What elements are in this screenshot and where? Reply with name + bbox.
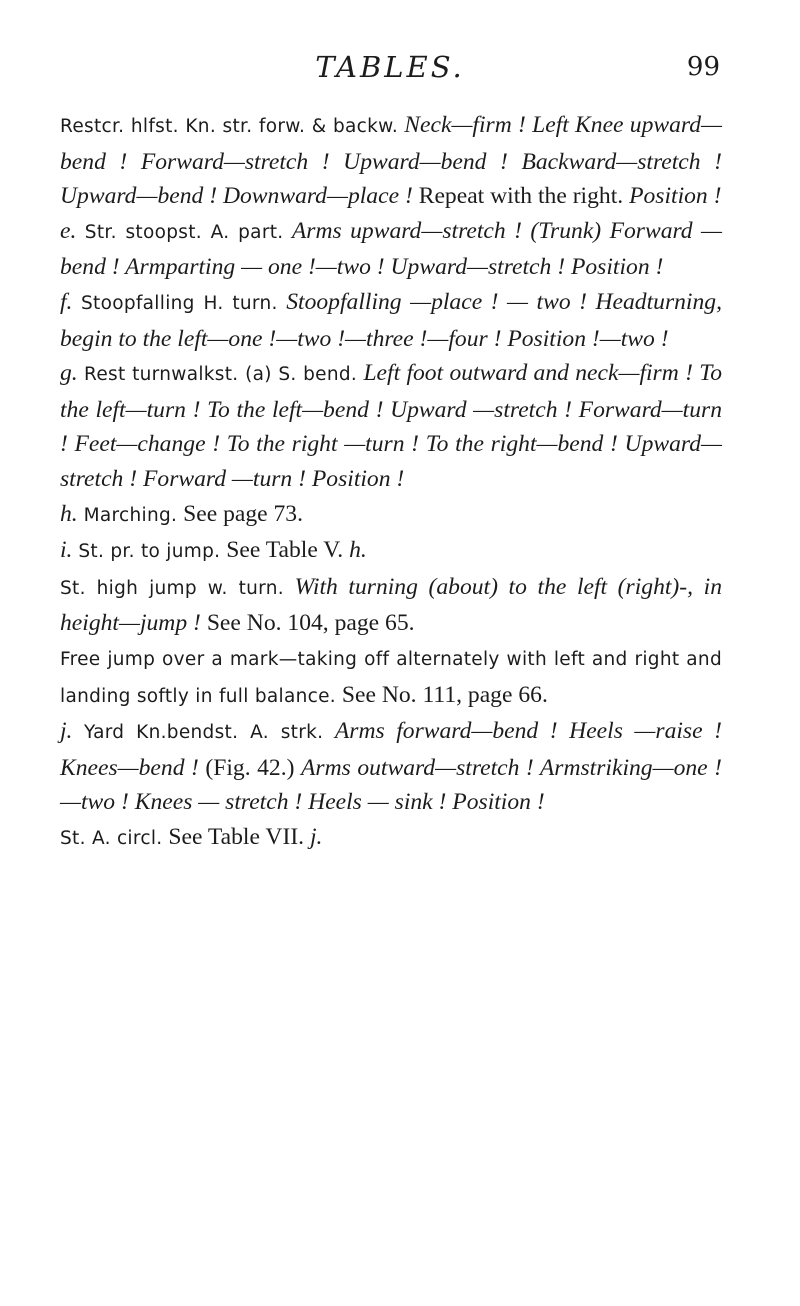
page-title: TABLES. xyxy=(315,50,465,84)
plain-text: See Table V. xyxy=(226,537,344,564)
paragraph-arm-circling xyxy=(60,820,722,857)
exercise-label: Rest turnwalkst. (a) S. bend. xyxy=(84,364,358,386)
command-text: Arms upward—stretch ! (Trunk) Forward — bend ! Armparting — one !—two ! Upward—stretch ! Position ! xyxy=(60,217,722,281)
exercise-label: Restcr. hlfst. Kn. str. forw. & backw. xyxy=(60,116,399,137)
exercise-label: St. pr. to jump. xyxy=(78,541,221,563)
page-body xyxy=(60,108,722,856)
figure-reference: (Fig. 42.) xyxy=(205,754,295,781)
command-text: Arms outward—stretch ! Armstriking—one !—two ! Knees — stretch ! Heels — sink ! Position ! xyxy=(60,754,722,816)
plain-text: See No. 111, page 66. xyxy=(341,681,548,708)
command-text: Stoopfalling —place ! — two ! Headturning, begin to the left—one !—two !—three !—four ! Position !—two ! xyxy=(60,288,722,352)
item-letter: j. xyxy=(60,718,73,745)
item-letter: h. xyxy=(60,500,78,527)
paragraph-j xyxy=(60,714,722,820)
item-letter: e. xyxy=(60,217,77,244)
exercise-label: Yard Kn.bendst. A. strk. xyxy=(84,722,324,744)
paragraph-e xyxy=(60,214,722,285)
page-header xyxy=(60,50,720,94)
paragraph-h xyxy=(60,497,722,534)
plain-text: See Table VII. xyxy=(168,823,305,850)
command-text: Position ! xyxy=(629,183,722,210)
plain-text: See page 73. xyxy=(183,500,304,527)
item-letter: g. xyxy=(60,360,78,387)
table-reference: h. xyxy=(349,537,367,564)
plain-text: See No. 104, page 65. xyxy=(206,610,415,637)
item-letter: f. xyxy=(60,288,73,315)
paragraph-restcr xyxy=(60,108,722,214)
command-text: With turning (about) to the left (right)-, in height—jump ! xyxy=(60,573,722,637)
item-letter: i. xyxy=(60,537,73,564)
paragraph-i xyxy=(60,533,722,570)
command-text: Arms forward—bend ! Heels —raise ! Knees—bend ! xyxy=(60,718,722,781)
exercise-label: Free jump over a mark—taking off alternately with left and right and landing softly in full balance. xyxy=(60,648,722,707)
exercise-label: Stoopfalling H. turn. xyxy=(80,292,278,314)
table-reference: j. xyxy=(310,823,323,850)
exercise-label: St. high jump w. turn. xyxy=(60,577,284,599)
paragraph-f xyxy=(60,285,722,356)
paragraph-g xyxy=(60,356,722,496)
paragraph-free-jump xyxy=(60,641,722,714)
exercise-label: Str. stoopst. A. part. xyxy=(84,221,284,243)
paragraph-high-jump xyxy=(60,570,722,641)
command-text: Left foot outward and neck—firm ! To the left—turn ! To the left—bend ! Upward —stretch ! Forward—turn ! Feet—change ! To the right —turn ! To the right—bend ! Upward—stretch ! Forward —turn ! Position ! xyxy=(60,360,722,492)
plain-text: Repeat with the right. xyxy=(418,183,624,210)
exercise-label: Marching. xyxy=(83,504,178,526)
exercise-label: St. A. circl. xyxy=(60,827,163,849)
command-text: Neck—firm ! Left Knee upward—bend ! Forward—stretch ! Upward—bend ! Backward—stretch ! Upward—bend ! Downward—place ! xyxy=(60,112,722,210)
page-number: 99 xyxy=(686,52,720,82)
